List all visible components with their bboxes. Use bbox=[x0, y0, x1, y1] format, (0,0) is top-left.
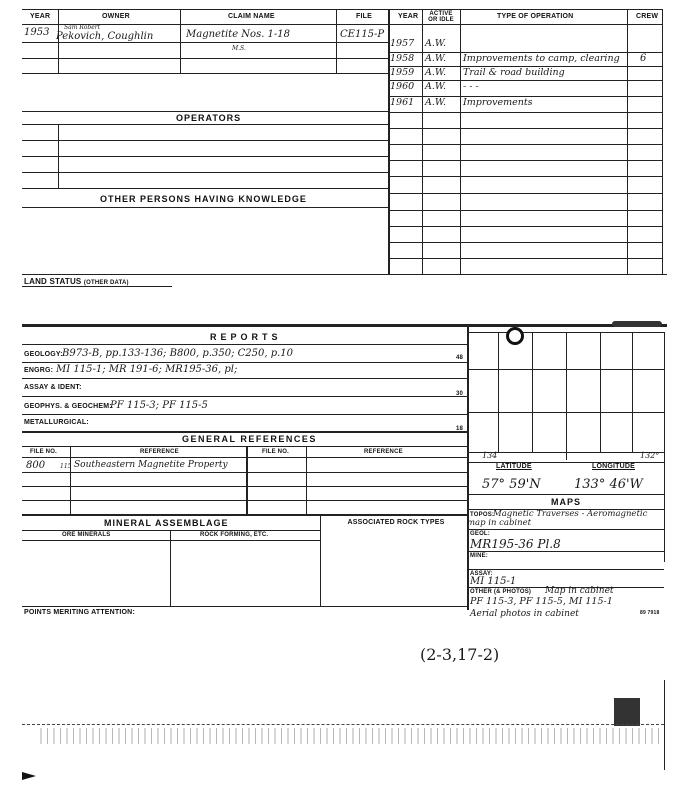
activity-year: 1957 bbox=[390, 38, 415, 49]
activity-status-header: ACTIVE OR IDLE bbox=[428, 11, 454, 23]
activity-type: - - - bbox=[463, 81, 479, 92]
claim-file-header: FILE bbox=[356, 13, 372, 20]
maps-other2: PF 115-3, PF 115-5, MI 115-1 bbox=[470, 596, 613, 607]
activity-year: 1959 bbox=[390, 67, 415, 78]
location-marker-icon bbox=[506, 327, 524, 345]
maps-other3: Aerial photos in cabinet bbox=[470, 609, 579, 619]
claim-sub: M.S. bbox=[232, 45, 246, 52]
land-status-sub: (OTHER DATA) bbox=[83, 280, 129, 286]
activity-type: Trail & road building bbox=[463, 67, 565, 78]
activity-status: A.W. bbox=[425, 81, 447, 92]
ref-file-header: FILE NO. bbox=[30, 449, 57, 455]
ref-file2-header: FILE NO. bbox=[262, 449, 289, 455]
geophys-value: PF 115-3; PF 115-5 bbox=[110, 400, 208, 411]
scan-noise bbox=[40, 728, 664, 744]
ref-reference2-header: REFERENCE bbox=[364, 449, 403, 455]
metallurgical-code: 18 bbox=[456, 426, 464, 432]
maps-other1: Map in cabinet bbox=[545, 586, 614, 596]
operators-title: OPERATORS bbox=[176, 113, 242, 123]
other-persons-title: OTHER PERSONS HAVING KNOWLEDGE bbox=[100, 194, 307, 204]
longitude-value: 133° 46'W bbox=[574, 477, 643, 492]
claim-year: 1953 bbox=[24, 27, 50, 38]
associated-rock-header: ASSOCIATED ROCK TYPES bbox=[347, 519, 445, 526]
geology-code: 48 bbox=[456, 355, 464, 361]
metallurgical-label: METALLURGICAL: bbox=[24, 419, 89, 426]
latitude-label: LATITUDE bbox=[496, 463, 532, 470]
land-status-title bbox=[24, 277, 129, 286]
general-refs-title: GENERAL REFERENCES bbox=[182, 434, 317, 444]
claim-file: CE115-P bbox=[340, 29, 385, 40]
mineral-title: MINERAL ASSEMBLAGE bbox=[104, 518, 229, 528]
maps-title: MAPS bbox=[551, 497, 582, 507]
assay-code: 30 bbox=[456, 391, 464, 397]
activity-type-header: TYPE OF OPERATION bbox=[497, 13, 574, 20]
ref-page: 115 bbox=[60, 463, 72, 470]
topos-label: TOPOS: bbox=[470, 512, 495, 518]
claim-owner-header: OWNER bbox=[102, 13, 130, 20]
geophys-label: GEOPHYS. & GEOCHEM: bbox=[24, 403, 112, 410]
claim-owner-line1: Sam Robert bbox=[64, 24, 101, 31]
claim-name-header: CLAIM NAME bbox=[228, 13, 275, 20]
reports-title: REPORTS bbox=[210, 332, 282, 342]
maps-assay-label: ASSAY: bbox=[470, 571, 493, 577]
assay-label: ASSAY & IDENT: bbox=[24, 384, 82, 391]
form-number: 89 7918 bbox=[640, 610, 660, 616]
activity-crew-header: CREW bbox=[636, 13, 659, 20]
corner-mark-icon bbox=[22, 772, 36, 780]
activity-type: Improvements to camp, clearing bbox=[463, 53, 620, 64]
claim-year-header: YEAR bbox=[30, 13, 51, 20]
activity-status: A.W. bbox=[425, 67, 447, 78]
points-title: POINTS MERITING ATTENTION: bbox=[24, 609, 135, 616]
geol-label: GEOL: bbox=[470, 531, 490, 537]
activity-year: 1960 bbox=[390, 81, 415, 92]
engrg-value: MI 115-1; MR 191-6; MR195-36, pl; bbox=[56, 364, 238, 375]
activity-year: 1958 bbox=[390, 53, 415, 64]
geol-value: MR195-36 Pl.8 bbox=[470, 537, 561, 551]
land-status-label: LAND STATUS bbox=[24, 277, 82, 286]
ref-file-no: 800 bbox=[26, 460, 46, 471]
activity-status: A.W. bbox=[425, 38, 447, 49]
activity-year: 1961 bbox=[390, 97, 415, 108]
activity-crew: 6 bbox=[640, 53, 647, 64]
maps-other-label: OTHER (& PHOTOS) bbox=[470, 589, 532, 595]
activity-type: Improvements bbox=[463, 97, 533, 108]
file-code: (2-3,17-2) bbox=[420, 645, 500, 664]
claim-owner-line2: Pekovich, Coughlin bbox=[56, 31, 154, 42]
mine-label: MINE: bbox=[470, 553, 488, 559]
scan-mark bbox=[614, 698, 640, 726]
activity-year-header: YEAR bbox=[398, 13, 419, 20]
engrg-label: ENGRG: bbox=[24, 367, 54, 374]
topos-value: Magnetic Traverses - Aeromagnetic map in cabinet bbox=[467, 509, 648, 528]
ref-reference-header: REFERENCE bbox=[140, 449, 179, 455]
activity-status: A.W. bbox=[425, 53, 447, 64]
rock-forming-header: ROCK FORMING, ETC. bbox=[200, 532, 269, 538]
activity-status: A.W. bbox=[425, 97, 447, 108]
geology-value: B973-B, pp.133-136; B800, p.350; C250, p.10 bbox=[62, 348, 294, 359]
longitude-label: LONGITUDE bbox=[592, 463, 636, 470]
ore-minerals-header: ORE MINERALS bbox=[62, 532, 111, 538]
ref-reference: Southeastern Magnetite Property bbox=[74, 460, 228, 470]
latitude-value: 57° 59'N bbox=[482, 477, 541, 492]
maps-assay-value: MI 115-1 bbox=[470, 576, 517, 587]
claim-name: Magnetite Nos. 1-18 bbox=[186, 29, 291, 40]
geology-label: GEOLOGY: bbox=[24, 351, 63, 358]
corner-left: 134 bbox=[482, 451, 498, 460]
corner-right: 132° bbox=[640, 451, 660, 460]
